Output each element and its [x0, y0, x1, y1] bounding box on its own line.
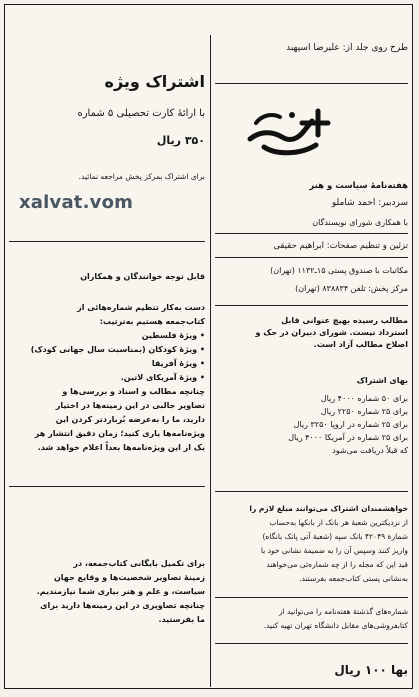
po-box: مکاتبات با صندوق پستی ۱۵ـ۱۱۳۲ (تهران) [270, 266, 408, 275]
attention-line: • ویژهٔ آفریقا [151, 359, 205, 368]
special-subscription-title: اشتراک ویژه [104, 72, 205, 91]
divider [215, 491, 408, 492]
request-line: خواهشمندان اشتراک می‌توانند مبلغ لازم را [249, 504, 408, 513]
notice-line: مطالب رسیده بهیچ عنوانی قابل [281, 316, 408, 325]
special-condition: با ارائهٔ کارت تحصیلی ۵ شماره [77, 108, 205, 119]
archive-line: چنانچه تصاویری در این زمینه‌ها دارید برای [40, 601, 205, 610]
request-line: واریز کنند وسپس آن را به ضمیمهٔ نشانی خود با [260, 546, 408, 555]
request-line: به‌نشانی پستی کتاب‌جمعه بفرستند. [299, 574, 408, 583]
request-line: از نزدیکترین شعبهٔ هر بانک از بانکها به‌حساب [269, 518, 408, 527]
subscription-line: که قبلاً دریافت می‌شود [332, 446, 408, 455]
attention-line: • ویژهٔ فلسطین [141, 331, 205, 340]
attention-line: • ویژهٔ کودکان (بمناسبت سال جهانی کودک) [30, 345, 205, 354]
left-column [9, 5, 205, 690]
kitab-jomeh-logo [242, 101, 338, 161]
subtitle: هفته‌نامهٔ سیاست و هنر [309, 181, 408, 191]
attention-line: چنانچه مطالب و اسناد و بررسی‌ها و [62, 387, 205, 396]
subscription-line: برای ۲۵ شماره ۲۲۵۰ ریال [320, 407, 408, 416]
back-issues-line: کتابفروشی‌های مقابل دانشگاه تهران تهیه کنید. [263, 621, 408, 630]
request-line: قید این که مجله را از چه شماره‌ئی می‌خواهند [266, 560, 408, 569]
subscription-line: برای ۲۵ شماره در اروپا ۳۲۵۰ ریال [293, 420, 408, 429]
special-note: برای اشتراک بمرکز پخش مراجعه نمائید. [78, 172, 205, 181]
notice-line: اصلاح مطالب آزاد است. [313, 340, 408, 349]
special-price: ۳۵۰ ریال [156, 134, 205, 147]
archive-line: زمینهٔ تصاویر شخصیت‌ها و وقایع جهان [53, 573, 205, 582]
attention-line: کتاب‌جمعه هستیم به‌ترتیب: [99, 317, 205, 326]
distribution-phone: مرکز پخش: تلفن ۸۳۸۸۳۴ (تهران) [295, 284, 408, 293]
attention-line: • ویژهٔ آمریکای لاتین. [120, 373, 205, 382]
divider [215, 233, 408, 234]
attention-line: ویژه‌نامه‌ها یاری کنید؛ زمان دقیق انتشار هر [34, 429, 205, 438]
column-divider [210, 35, 211, 687]
subscription-title: بهای اشتراک [356, 376, 408, 385]
request-line: شمارهٔ ۴۲۰۴۹ بانک سپه (شعبهٔ آتی پاتک بانگاه) [262, 532, 408, 541]
editor: سردبیر: احمد شاملو [331, 198, 408, 208]
masthead-page [4, 4, 413, 689]
cover-credit: طرح روی جلد از: علیرضا اسپهبد [286, 43, 408, 53]
logo-graphic [242, 101, 338, 161]
council: با همکاری شورای نویسندگان [312, 218, 408, 227]
divider [215, 597, 408, 598]
issue-price: بها ۱۰۰ ریال [334, 663, 408, 677]
subscription-line: برای ۵۰ شماره ۴۰۰۰ ریال [320, 394, 408, 403]
attention-line: تصاویر جالبی در این زمینه‌ها در اختیار [55, 401, 205, 410]
back-issues-line: شماره‌های گذشتهٔ هفته‌نامه را می‌توانید از [278, 607, 408, 616]
divider [215, 643, 408, 644]
archive-line: ما بفرستید. [158, 615, 205, 624]
archive-line: برای تکمیل بایگانی کتاب‌جمعه، در [73, 559, 205, 568]
layout-credit: تزئین و تنظیم صفحات: ابراهیم حقیقی [273, 241, 408, 251]
notice-line: استرداد نیست. شورای دبیران در حک و [255, 328, 408, 337]
divider [215, 305, 408, 306]
divider [215, 83, 408, 84]
divider [9, 486, 205, 487]
divider [215, 257, 408, 258]
right-column [215, 5, 408, 690]
attention-line: دست به‌کار تنظیم شماره‌هائی از [77, 303, 205, 312]
watermark: xalvat.vom [19, 192, 134, 213]
archive-line: سیاست، و علم و هنر بیاری شما نیازمندیم. [36, 587, 205, 596]
attention-line: یک از این ویژه‌نامه‌ها بعداً اعلام خواهد شد. [37, 443, 205, 452]
attention-title: قابل توجه خوانندگان و همکاران [80, 272, 205, 281]
subscription-line: برای ۲۵ شماره در آمریکا ۴۰۰۰ ریال [288, 433, 408, 442]
attention-line: دارید، ما را به‌عرضه بُرباردتر کردن این [55, 415, 205, 424]
divider [9, 241, 205, 242]
